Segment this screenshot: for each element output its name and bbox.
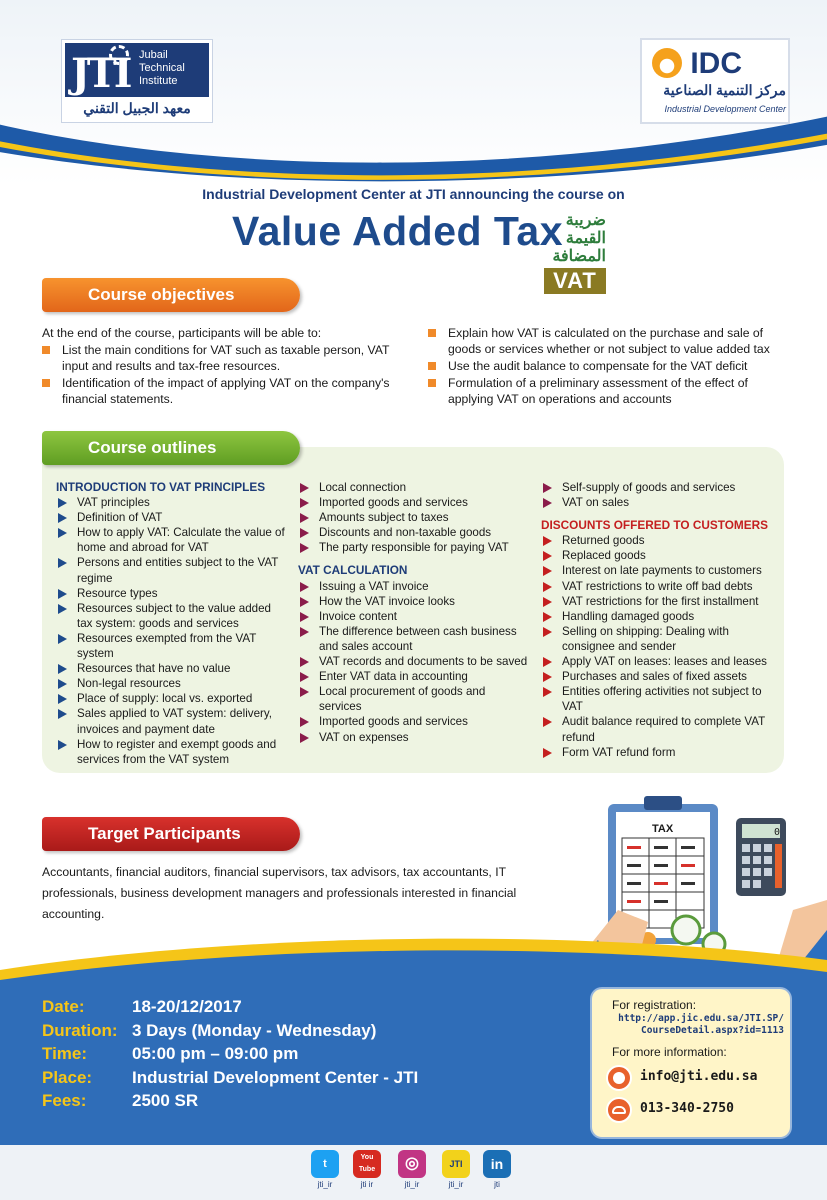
detail-label: Duration: [42, 1020, 118, 1040]
triangle-bullet-icon [58, 709, 67, 719]
outline-item-text: Place of supply: local vs. exported [77, 692, 253, 706]
detail-value: 3 Days (Monday - Wednesday) [132, 1020, 377, 1040]
outline-item-text: Resources subject to the value added tax system: goods and services [77, 601, 271, 630]
outline-item-text: Sales applied to VAT system: delivery, invoices and payment date [77, 707, 273, 736]
outline-item-text: Amounts subject to taxes [319, 511, 449, 525]
outline-item [298, 624, 528, 654]
twitter-icon[interactable]: t [311, 1150, 339, 1178]
outline-item-text: Invoice content [319, 609, 397, 623]
outline-item [298, 579, 528, 594]
jti-logo [62, 40, 212, 122]
triangle-bullet-icon [543, 536, 552, 546]
jti-arabic-name: معهد الجبيل التقني [65, 97, 209, 119]
announcement-line: Industrial Development Center at JTI announcing the course on [202, 186, 625, 202]
jti-name-line: Institute [139, 75, 178, 87]
outline-item-text: VAT restrictions to write off bad debts [562, 579, 753, 593]
jti-logo-mark: JTI [71, 50, 130, 97]
outline-item-text: Imported goods and services [319, 715, 468, 729]
triangle-bullet-icon [300, 498, 309, 508]
outline-item [56, 525, 288, 555]
email-address[interactable]: info@jti.edu.sa [640, 1069, 758, 1084]
phone-icon [606, 1097, 632, 1123]
outline-item [56, 706, 288, 736]
outline-item [56, 737, 288, 767]
objectives-left-column [42, 325, 390, 408]
triangle-bullet-icon [543, 657, 552, 667]
outline-item [298, 609, 528, 624]
vat-arabic-line: المضافة [552, 248, 606, 265]
triangle-bullet-icon [300, 672, 309, 682]
outline-item [541, 714, 773, 744]
youtube-icon[interactable]: You Tube [353, 1150, 381, 1178]
triangle-bullet-icon [543, 717, 552, 727]
phone-number[interactable]: 013-340-2750 [640, 1101, 734, 1116]
outline-item [298, 594, 528, 609]
triangle-bullet-icon [300, 733, 309, 743]
triangle-bullet-icon [300, 717, 309, 727]
outline-item [541, 624, 773, 654]
outline-item [541, 654, 773, 669]
social-link-youtube[interactable] [352, 1150, 382, 1189]
outline-item [56, 691, 288, 706]
outline-item-text: Purchases and sales of fixed assets [562, 670, 747, 684]
outline-item-text: Returned goods [562, 534, 645, 548]
outline-item-text: Local procurement of goods and services [319, 685, 486, 714]
triangle-bullet-icon [543, 627, 552, 637]
jti-name-line: Technical [139, 62, 185, 74]
objectives-intro: At the end of the course, participants will be able to: [42, 326, 322, 340]
outline-item [298, 714, 528, 729]
outline-item [541, 594, 773, 609]
linkedin-icon[interactable]: in [483, 1150, 511, 1178]
vat-badge: VAT [544, 268, 606, 294]
triangle-bullet-icon [300, 612, 309, 622]
outline-item-text: The difference between cash business and sales account [319, 624, 517, 653]
outline-column-1 [56, 480, 288, 767]
outline-item-text: Enter VAT data in accounting [319, 670, 468, 684]
square-bullet-icon [428, 329, 436, 337]
triangle-bullet-icon [300, 528, 309, 538]
idc-arabic-name: مركز التنمية الصناعية [663, 82, 786, 98]
detail-value: 2500 SR [132, 1091, 199, 1110]
outline-item-text: VAT restrictions for the first installment [562, 594, 759, 608]
outline-item [541, 495, 773, 510]
triangle-bullet-icon [58, 679, 67, 689]
outline-list [541, 533, 773, 759]
registration-link-line[interactable]: CourseDetail.aspx?id=1113 [641, 1025, 784, 1036]
outline-item-text: Local connection [319, 481, 407, 494]
clipboard-label: TAX [652, 823, 674, 835]
outline-item-text: Persons and entities subject to the VAT regime [77, 556, 279, 585]
outline-item-text: Form VAT refund form [562, 745, 676, 759]
objective-text: List the main conditions for VAT such as taxable person, VAT input and results and tax-free resources. [62, 343, 390, 373]
outline-item [541, 533, 773, 548]
outline-item-text: Resources that have no value [77, 662, 231, 676]
spacer [298, 555, 528, 563]
outline-column-2 [298, 480, 528, 745]
spacer [541, 510, 773, 518]
objective-text: Formulation of a preliminary assessment of the effect of applying VAT on operations and accounts [448, 376, 748, 406]
triangle-bullet-icon [543, 687, 552, 697]
calculator-display: 0 [774, 827, 781, 838]
outline-item-text: How to apply VAT: Calculate the value of home and abroad for VAT [77, 526, 285, 555]
triangle-bullet-icon [300, 543, 309, 553]
objectives-right-column [428, 325, 792, 408]
detail-value: Industrial Development Center - JTI [132, 1067, 419, 1087]
detail-label: Fees: [42, 1091, 87, 1110]
square-bullet-icon [428, 362, 436, 370]
detail-label: Time: [42, 1044, 88, 1063]
triangle-bullet-icon [543, 612, 552, 622]
outline-column-3 [541, 480, 773, 760]
outline-item-text: Imported goods and services [319, 496, 468, 510]
outline-item-text: The party responsible for paying VAT [319, 541, 509, 555]
outline-item [298, 480, 528, 495]
social-link-linkedin[interactable] [482, 1150, 512, 1189]
jti-logo-name [139, 49, 185, 88]
social-handle: jti [494, 1180, 500, 1189]
outline-item-text: VAT on expenses [319, 730, 409, 744]
outline-item-text: Audit balance required to complete VAT refund [562, 715, 766, 744]
outline-item [298, 495, 528, 510]
outline-item-text: How to register and exempt goods and services from the VAT system [77, 737, 277, 766]
objective-item [428, 325, 792, 357]
outline-item [298, 730, 528, 745]
triangle-bullet-icon [300, 483, 309, 493]
outline-item [56, 601, 288, 631]
triangle-bullet-icon [543, 498, 552, 508]
triangle-bullet-icon [300, 687, 309, 697]
outline-item-text: VAT records and documents to be saved [319, 655, 528, 669]
participants-text: Accountants, financial auditors, financial supervisors, tax advisors, tax accountants, IT professionals, business development managers and professionals interested in financial accounting. [42, 865, 517, 921]
outline-item-text: How the VAT invoice looks [319, 594, 455, 608]
outline-item [56, 555, 288, 585]
more-info-label: For more information: [612, 1045, 727, 1059]
detail-value: 05:00 pm – 09:00 pm [132, 1044, 299, 1063]
instagram-icon[interactable]: ◎ [398, 1150, 426, 1178]
triangle-bullet-icon [300, 597, 309, 607]
triangle-bullet-icon [58, 498, 67, 508]
outline-item [541, 563, 773, 578]
outline-item [298, 525, 528, 540]
vat-arabic-line: القيمة [565, 230, 606, 247]
triangle-bullet-icon [300, 627, 309, 637]
snapchat-icon[interactable]: JTI [442, 1150, 470, 1178]
gear-icon [109, 45, 129, 65]
outline-item-text: Resource types [77, 586, 158, 600]
outline-item-text: Handling damaged goods [562, 609, 695, 623]
objective-text: Use the audit balance to compensate for the VAT deficit [448, 359, 748, 373]
idc-logo-mark [648, 46, 788, 82]
detail-value: 18-20/12/2017 [132, 997, 242, 1016]
outline-list [298, 579, 528, 745]
outline-item [298, 684, 528, 714]
outline-item-text: Entities offering activities not subject to VAT [562, 685, 762, 714]
outline-item-text: VAT on sales [562, 496, 630, 510]
triangle-bullet-icon [58, 604, 67, 614]
registration-link-line[interactable]: http://app.jic.edu.sa/JTI.SP/ [618, 1013, 784, 1024]
social-links [310, 1150, 520, 1196]
section-heading-outlines: Course outlines [42, 431, 300, 465]
calculator-icon [736, 818, 786, 896]
social-handle: jti ir [360, 1180, 374, 1189]
outline-item [56, 631, 288, 661]
triangle-bullet-icon [543, 748, 552, 758]
triangle-bullet-icon [58, 634, 67, 644]
outline-item-text: Issuing a VAT invoice [319, 579, 429, 593]
email-icon [606, 1065, 632, 1091]
vat-logo-arabic [544, 212, 606, 266]
idc-emblem-icon [652, 48, 682, 78]
outline-item-text: Apply VAT on leases: leases and leases [562, 655, 767, 669]
detail-label: Date: [42, 997, 85, 1016]
section-heading-objectives: Course objectives [42, 278, 300, 312]
triangle-bullet-icon [58, 589, 67, 599]
triangle-bullet-icon [543, 551, 552, 561]
outline-item-text: Resources exempted from the VAT system [77, 631, 257, 661]
outline-list [298, 480, 528, 555]
outline-item-text: Replaced goods [562, 549, 646, 563]
square-bullet-icon [42, 346, 50, 354]
triangle-bullet-icon [300, 582, 309, 592]
outline-item [56, 495, 288, 510]
social-link-snapchat[interactable] [441, 1150, 471, 1189]
triangle-bullet-icon [543, 597, 552, 607]
outline-item [56, 510, 288, 525]
outline-item-text: Selling on shipping: Dealing with consignee and sender [562, 624, 729, 653]
triangle-bullet-icon [543, 483, 552, 493]
header-banner [0, 0, 827, 185]
idc-english-name: Industrial Development Center [664, 104, 786, 114]
outline-item [298, 669, 528, 684]
social-link-twitter[interactable] [310, 1150, 340, 1189]
outline-item [298, 510, 528, 525]
vat-arabic-line: ضريبة [565, 212, 606, 229]
objective-text: Explain how VAT is calculated on the purchase and sale of goods or services whether or not subject to value added tax [448, 326, 770, 356]
outline-item [541, 745, 773, 760]
triangle-bullet-icon [58, 694, 67, 704]
outline-list [541, 480, 773, 510]
outline-subheading: DISCOUNTS OFFERED TO CUSTOMERS [541, 518, 768, 533]
outline-item-text: Discounts and non-taxable goods [319, 526, 492, 540]
registration-label: For registration: [612, 998, 697, 1012]
outline-item [298, 540, 528, 555]
outline-item-text: Self-supply of goods and services [562, 481, 736, 494]
social-handle: jti_ir [448, 1180, 464, 1189]
outline-item [541, 609, 773, 624]
outline-item [56, 586, 288, 601]
objective-text: Identification of the impact of applying VAT on the company's financial statements. [62, 376, 390, 406]
section-heading-participants: Target Participants [42, 817, 300, 851]
outline-item-text: Non-legal resources [77, 677, 181, 691]
outline-subheading: INTRODUCTION TO VAT PRINCIPLES [56, 480, 266, 494]
triangle-bullet-icon [300, 657, 309, 667]
outline-item [541, 548, 773, 563]
objective-item [428, 358, 792, 374]
outline-item [541, 684, 773, 714]
outline-item [298, 654, 528, 669]
social-handle: jti_ir [404, 1180, 420, 1189]
jti-name-line: Jubail [139, 49, 168, 61]
triangle-bullet-icon [58, 513, 67, 523]
outline-item [541, 579, 773, 594]
outline-item-text: VAT principles [77, 496, 150, 510]
square-bullet-icon [42, 379, 50, 387]
square-bullet-icon [428, 379, 436, 387]
detail-label: Place: [42, 1067, 93, 1087]
triangle-bullet-icon [543, 582, 552, 592]
outline-subheading: VAT CALCULATION [298, 563, 408, 578]
outline-item-text: Definition of VAT [77, 511, 163, 525]
objective-item [42, 375, 390, 407]
triangle-bullet-icon [58, 528, 67, 538]
triangle-bullet-icon [58, 664, 67, 674]
outline-item-text: Interest on late payments to customers [562, 564, 762, 578]
idc-letters: IDC [690, 47, 742, 80]
vat-logo [544, 212, 606, 294]
outline-item [541, 480, 773, 495]
outline-item [56, 676, 288, 691]
social-link-instagram[interactable] [397, 1150, 427, 1189]
triangle-bullet-icon [58, 740, 67, 750]
registration-box [592, 989, 790, 1137]
idc-logo [640, 38, 790, 124]
outline-item [541, 669, 773, 684]
registration-link[interactable] [606, 1013, 784, 1037]
triangle-bullet-icon [543, 672, 552, 682]
course-title: Value Added Tax [232, 208, 564, 254]
social-handle: jti_ir [317, 1180, 333, 1189]
objective-item [42, 342, 390, 374]
triangle-bullet-icon [543, 566, 552, 576]
triangle-bullet-icon [300, 513, 309, 523]
outline-item [56, 661, 288, 676]
outline-list [56, 495, 288, 767]
objective-item [428, 375, 792, 407]
triangle-bullet-icon [58, 558, 67, 568]
